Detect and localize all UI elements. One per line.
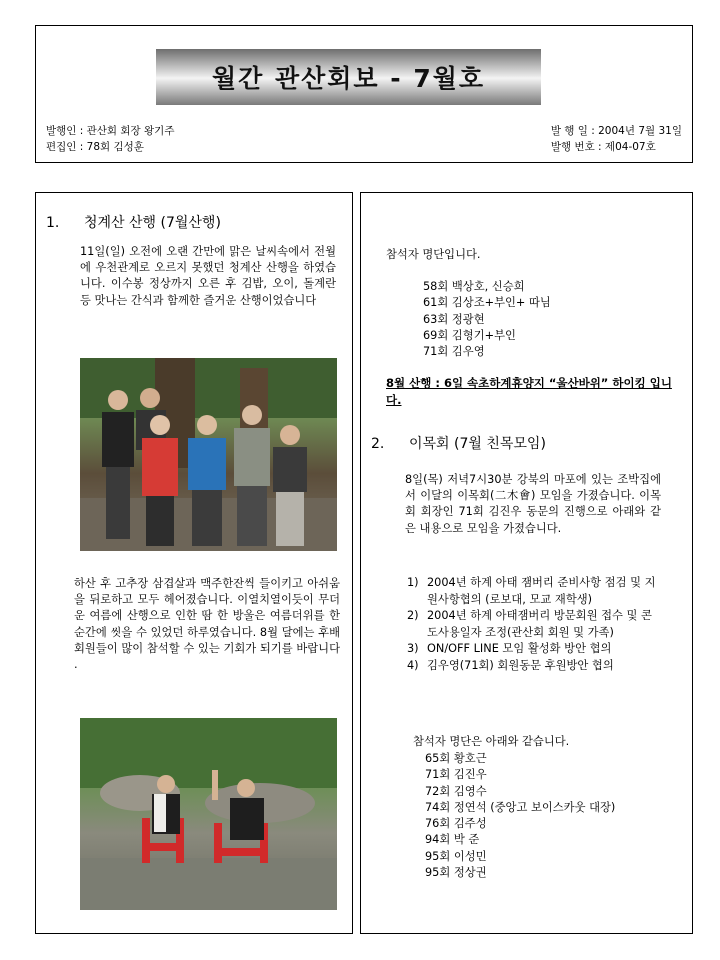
section2-title-text: 이목회 (7월 친목모임) (409, 436, 546, 452)
list-item: 69회 김형기+부인 (423, 328, 516, 342)
list-item: 65회 황호근 (425, 752, 487, 765)
attendees2-list (425, 751, 615, 881)
attendees1-list (423, 279, 551, 360)
list-item: 58회 백상호, 신승희 (423, 280, 525, 293)
section2-title (371, 433, 546, 453)
list-item: 71회 김진우 (425, 768, 487, 782)
list-item: 95회 이성민 (425, 849, 487, 863)
agenda-item-text: 2004년 하계 아태잼버리 방문회원 접수 및 콘도사용일자 조정(관산회 회원 및 가족) (427, 609, 652, 639)
agenda-item-number: 1) (407, 576, 419, 589)
issue-info (551, 123, 682, 155)
list-item: 71회 김우영 (423, 345, 485, 359)
attendees2-heading: 참석자 명단은 아래와 같습니다. (413, 735, 570, 748)
list-item: 95회 정상권 (425, 866, 487, 880)
header-box (35, 25, 693, 163)
list-item: 61회 김상조+부인+ 따님 (423, 296, 551, 310)
agenda-item-number: 3) (407, 642, 419, 655)
agenda-item (407, 575, 661, 608)
agenda-item-number: 4) (407, 658, 419, 672)
section2-number: 2. (371, 436, 385, 452)
publisher: 발행인 : 관산회 회장 왕기주 (46, 125, 175, 137)
section1-intro: 11일(일) 오전에 오랜 간만에 맑은 날씨속에서 전월에 우천관계로 오르지 못했던 청계산 산행을 하였습니다. 이수봉 정상까지 오른 후 김밥, 오이, 돌계란 등 맛나는 간식과 함께한 즐거운 산행이었습니다 (80, 245, 336, 307)
august-hike-notice: 8월 산행 : 6일 속초하계휴양지 “울산바위” 하이킹 입니다. (386, 376, 672, 407)
attendees1-heading: 참석자 명단입니다. (386, 248, 481, 261)
agenda-item (407, 641, 661, 658)
section1-title-text: 청계산 산행 (7월산행) (84, 215, 221, 231)
agenda-item (407, 608, 661, 641)
section1-number: 1. (46, 215, 60, 231)
editor: 편집인 : 78회 김성훈 (46, 141, 144, 153)
newsletter-title: 월간 관산회보 - 7월호 (156, 49, 541, 105)
section2-intro: 8일(목) 저녁7시30분 강북의 마포에 있는 조박집에서 이달의 이목회(二木會) 모임을 가졌습니다. 이목회 회장인 71회 김진우 동문의 진행으로 아래와 같은 내용으로 모임을 가졌습니다. (405, 473, 661, 535)
list-item: 94회 박 준 (425, 833, 480, 847)
issue-number: 발행 번호 : 제04-07호 (550, 141, 656, 153)
section1-title (46, 212, 221, 232)
list-item: 63회 정광현 (423, 312, 485, 326)
agenda-item (407, 658, 661, 675)
list-item: 72회 김영수 (425, 784, 487, 798)
agenda-item-text: 김우영(71회) 회원동문 후원방안 협의 (427, 658, 614, 672)
agenda-list (407, 575, 661, 674)
section1-outro: 하산 후 고추장 삼겹살과 맥주한잔씩 들이키고 아쉬움을 뒤로하고 모두 헤어졌습니다. 이열치열이듯이 무더운 여름에 산행으로 인한 땀 한 방울은 여름더위를 한 순간에 씻을 수 있었던 하루였습니다. 8월 달에는 후배회원들이 많이 참석할 수 있는 기회가 되기를 바랍니다 . (74, 577, 340, 672)
list-item: 76회 김주성 (425, 817, 487, 831)
publisher-info (46, 123, 174, 155)
agenda-item-number: 2) (407, 609, 419, 622)
agenda-item-text: 2004년 하계 아태 잼버리 준비사항 점검 및 지원사항협의 (로보대, 모교 재학생) (427, 576, 656, 606)
issue-date: 발 행 일 : 2004년 7월 31일 (550, 125, 682, 137)
stream-rest-photo (80, 718, 337, 910)
list-item: 74회 정연석 (중앙고 보이스카웃 대장) (425, 800, 616, 814)
hiking-group-photo (80, 358, 337, 551)
agenda-item-text: ON/OFF LINE 모임 활성화 방안 협의 (427, 642, 612, 655)
